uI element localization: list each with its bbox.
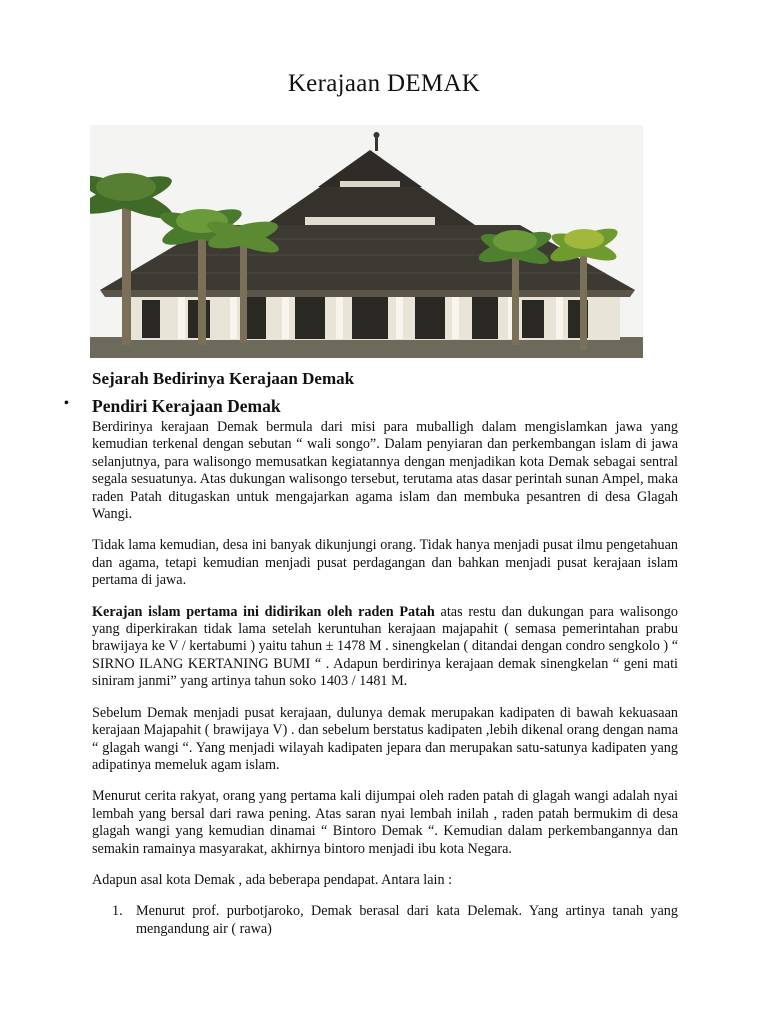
list-number: 1. — [112, 903, 123, 920]
list-item-text: Menurut prof. purbotjaroko, Demak berasal dari kata Delemak. Yang artinya tanah yang mengandung air ( rawa) — [136, 903, 678, 937]
paragraph — [92, 604, 678, 691]
document-body — [92, 419, 678, 938]
mosque-photo — [90, 125, 643, 358]
bullet-icon: • — [64, 396, 69, 411]
paragraph: Menurut cerita rakyat, orang yang pertama kali dijumpai oleh raden patah di glagah wangi adalah nyai lembah yang bersal dari rawa pening. Atas saran nyai lembah inilah , raden patah bermukim di desa glagah wangi yang kemudian dinamai “ Bintoro Demak “. Kemudian dalam perkembangannya dan semakin ramainya masyarakat, akhirnya bintoro menjadi ibu kota Negara. — [92, 788, 678, 857]
bullet-heading-text: Pendiri Kerajaan Demak — [92, 396, 281, 416]
page-title: Kerajaan DEMAK — [287, 70, 481, 97]
paragraph-bold-lead: Kerajan islam pertama ini didirikan oleh raden Patah — [92, 603, 435, 620]
paragraph-rest: atas restu dan dukungan para walisongo yang diperkirakan tidak lama setelah keruntuhan kerajaan majapahit ( semasa pemerintahan prabu brawijaya ke V / kertabumi ) yaitu tahun ± 1478 M . sinengkelan ( ditandai dengan condro sengkolo ) “ SIRNO ILANG KERTANING BUMI “ . Adapun berdirinya kerajaan demak sinengkelan “ geni mati siniram janmi” yang artinya tahun soko 1403 / 1481 M. — [92, 603, 678, 690]
mosque-illustration — [90, 125, 643, 358]
paragraph: Tidak lama kemudian, desa ini banyak dikunjungi orang. Tidak hanya menjadi pusat ilmu pengetahuan dan agama, tetapi kemudian menjadi pusat perdagangan dan bahkan menjadi pusat kerajaan islam pertama di jawa. — [92, 537, 678, 589]
list-item — [92, 903, 678, 938]
paragraph: Adapun asal kota Demak , ada beberapa pendapat. Antara lain : — [92, 871, 453, 888]
paragraph: Sebelum Demak menjadi pusat kerajaan, dulunya demak merupakan kadipaten di bawah kekuasaan kerajaan Majapahit ( brawijaya V) . dan sebelum berstatus kadipaten ,lebih dikenal orang dengan nama “ glagah wangi “. Yang menjadi wilayah kadipaten jepara dan merupakan satu-satunya kadipaten yang adipatinya memeluk agam islam. — [92, 704, 678, 773]
paragraph: Berdirinya kerajaan Demak bermula dari misi para muballigh dalam mengislamkan jawa yang kemudian terkenal dengan sebutan “ wali songo”. Dalam penyiaran dan perkembangan islam di jawa selanjutnya, para walisongo memusatkan kegiatannya dengan menjadikan kota Demak sebagai sentral segala sesuatunya. Atas dukungan walisongo tersebut, terutama atas dasar perintah sunan Ampel, maka raden Patah ditugaskan untuk mengajarkan agama islam dan membuka pesantren di desa Glagah Wangi. — [92, 419, 678, 523]
numbered-list — [92, 903, 678, 938]
section-title: Sejarah Bedirinya Kerajaan Demak — [92, 369, 355, 388]
